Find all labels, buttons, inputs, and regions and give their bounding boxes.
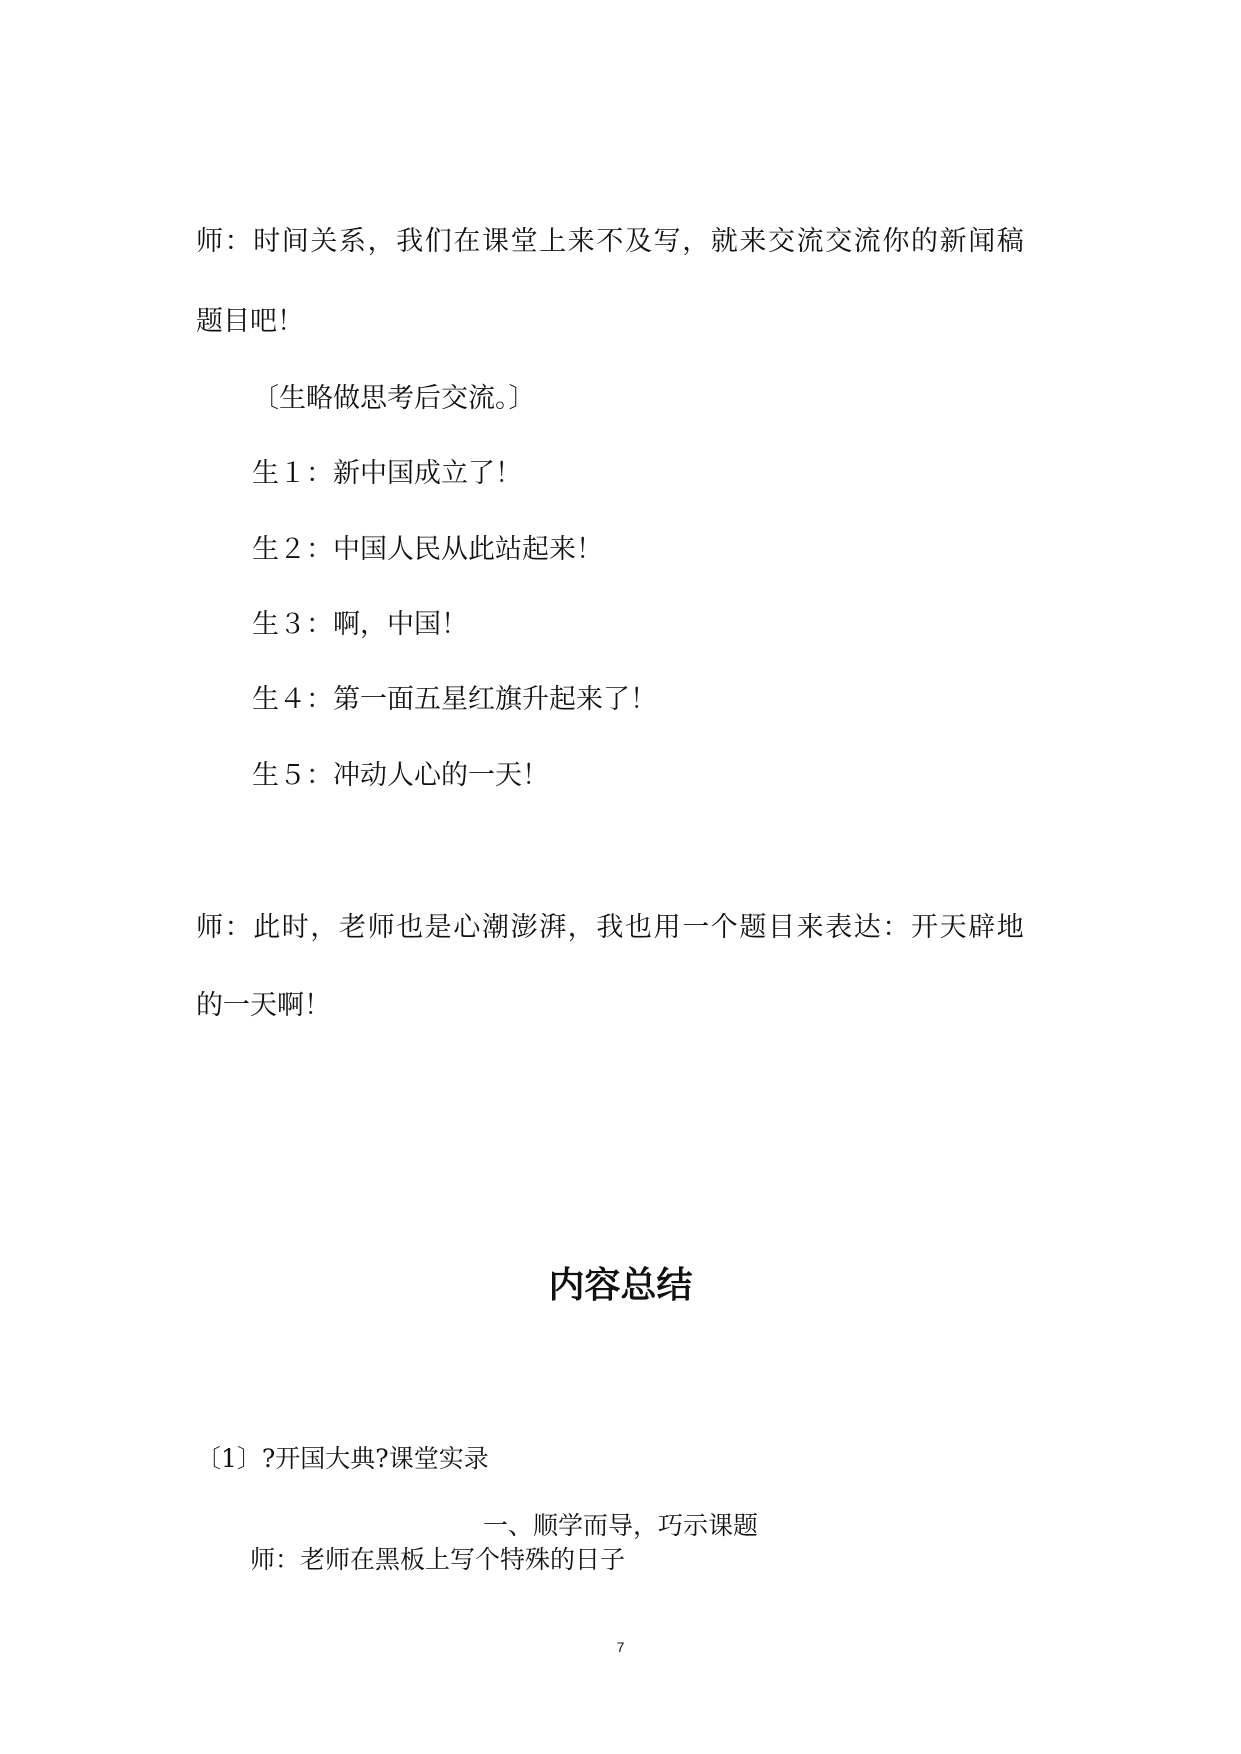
teacher-line-1a: 师：时间关系，我们在课堂上来不及写，就来交流交流你的新闻稿 <box>196 226 1026 257</box>
page-number: 7 <box>616 1639 625 1655</box>
summary-title: 内容总结 <box>548 1265 693 1306</box>
summary-item-1: 〔1〕?开国大典?课堂实录 <box>196 1444 489 1473</box>
teacher-line-1b: 题目吧！ <box>196 306 304 337</box>
summary-section-heading: 一、顺学而导，巧示课题 <box>482 1511 758 1540</box>
teacher-line-2a: 师：此时，老师也是心潮澎湃，我也用一个题目来表达：开天辟地 <box>196 912 1026 943</box>
student-answer-2: 生２：中国人民从此站起来！ <box>252 534 603 565</box>
student-answer-5: 生５：冲动人心的一天！ <box>252 760 549 791</box>
student-answer-4: 生４：第一面五星红旗升起来了！ <box>252 684 657 715</box>
summary-teacher-line: 师：老师在黑板上写个特殊的日子 <box>250 1545 626 1574</box>
student-answer-3: 生３：啊，中国！ <box>252 609 468 640</box>
teacher-line-2b: 的一天啊！ <box>196 990 331 1021</box>
student-discussion-note: 〔生略做思考后交流。〕 <box>252 383 536 414</box>
student-answer-1: 生１：新中国成立了！ <box>252 458 522 489</box>
